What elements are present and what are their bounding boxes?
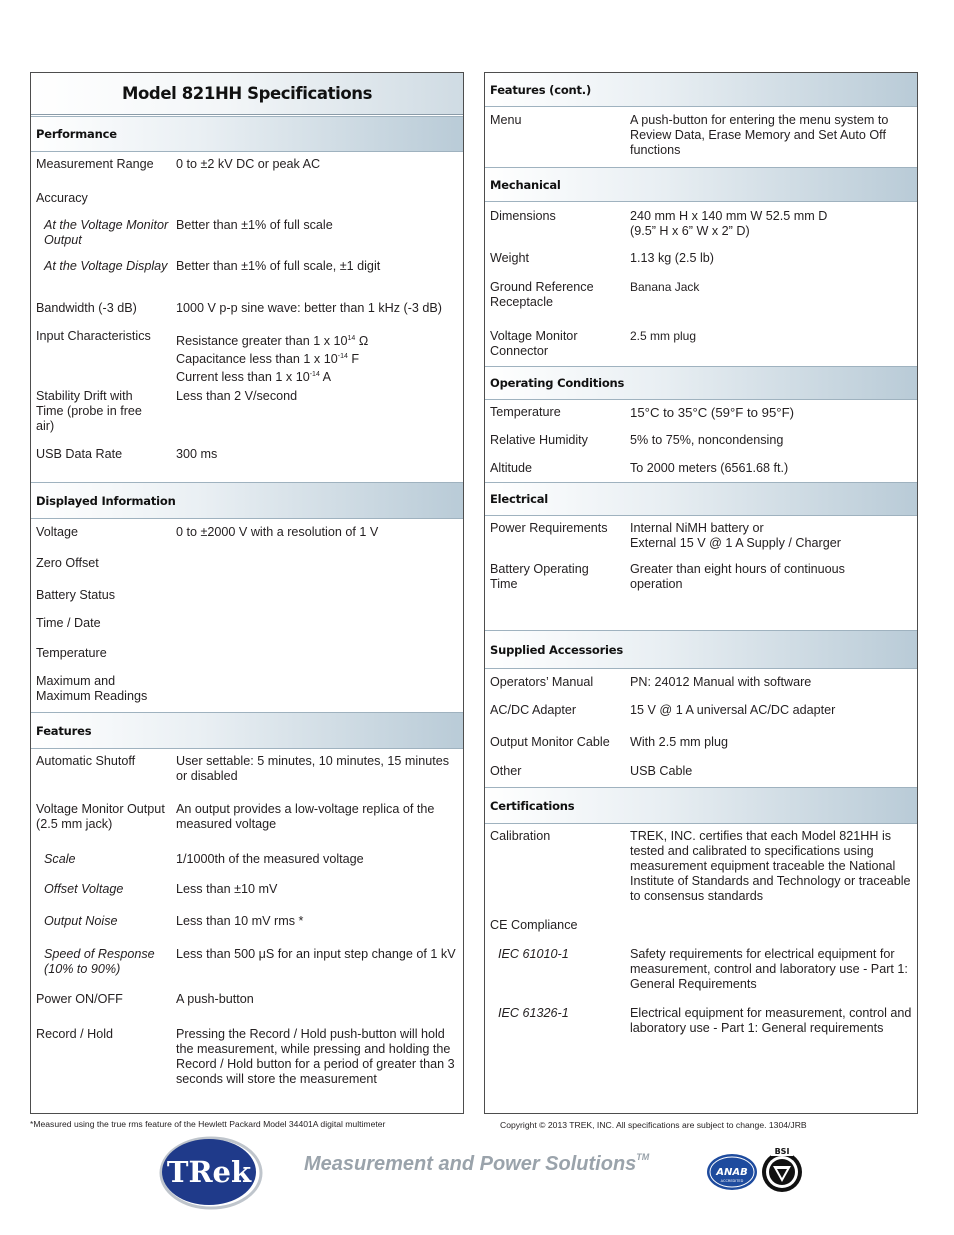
input-capacitance-text: Capacitance less than 1 x 10 bbox=[176, 352, 338, 366]
input-capacitance bbox=[176, 349, 459, 367]
spec-label: AC/DC Adapter bbox=[490, 703, 577, 717]
tagline-tm: TM bbox=[636, 1152, 650, 1162]
spec-label: Measurement Range bbox=[36, 157, 154, 171]
certifications-heading: Certifications bbox=[490, 798, 575, 813]
spec-label: Battery Operating Time bbox=[490, 562, 589, 591]
spec-value: 2.5 mm plug bbox=[630, 329, 697, 343]
performance-header bbox=[31, 116, 463, 152]
spec-label: Temperature bbox=[490, 405, 561, 419]
anab-logo-sub: ACCREDITED bbox=[720, 1179, 744, 1183]
spec-value: Better than ±1% of full scale, ±1 digit bbox=[176, 259, 381, 273]
dimensions-imperial: (9.5” H x 6” W x 2” D) bbox=[630, 224, 750, 238]
spec-label: Time / Date bbox=[36, 616, 101, 630]
electrical-heading: Electrical bbox=[490, 492, 549, 506]
spec-value: 15 V @ 1 A universal AC/DC adapter bbox=[630, 703, 836, 717]
features-cont-heading: Features (cont.) bbox=[490, 82, 592, 97]
spec-label: Weight bbox=[490, 251, 529, 265]
spec-value: 15°C to 35°C (59°F to 95°F) bbox=[630, 405, 795, 420]
spec-value: User settable: 5 minutes, 10 minutes, 15 minutes or disabled bbox=[176, 754, 449, 783]
spec-value: An output provides a low-voltage replica of the measured voltage bbox=[176, 802, 435, 831]
spec-label: Record / Hold bbox=[36, 1027, 113, 1041]
spec-label: Voltage Monitor Connector bbox=[490, 329, 578, 358]
spec-value: 5% to 75%, noncondensing bbox=[630, 433, 784, 447]
power-external: External 15 V @ 1 A Supply / Charger bbox=[630, 536, 841, 550]
trek-logo-text: TRek bbox=[166, 1155, 252, 1189]
spec-value: Less than ±10 mV bbox=[176, 882, 278, 896]
spec-value: 1/1000th of the measured voltage bbox=[176, 852, 364, 866]
spec-label: Automatic Shutoff bbox=[36, 754, 136, 768]
input-resistance-unit: Ω bbox=[355, 334, 369, 348]
certifications-header bbox=[485, 787, 917, 824]
input-current bbox=[176, 367, 459, 385]
spec-value: Better than ±1% of full scale bbox=[176, 218, 333, 232]
input-current-exp: -14 bbox=[309, 371, 320, 378]
spec-label: Battery Status bbox=[36, 588, 116, 602]
spec-value: TREK, INC. certifies that each Model 821HH is tested and calibrated to specifications using measurement equipment traceable the National Institute of Standards and Technology or traceable to consensus standards bbox=[630, 829, 911, 903]
operating-heading: Operating Conditions bbox=[490, 376, 625, 390]
dimensions-metric: 240 mm H x 140 mm W 52.5 mm D bbox=[630, 209, 828, 223]
electrical-header bbox=[485, 482, 917, 516]
power-internal: Internal NiMH battery or bbox=[630, 521, 764, 535]
spec-value: Safety requirements for electrical equipment for measurement, control and laboratory use - Part 1: General Requirements bbox=[630, 947, 908, 991]
spec-label: Menu bbox=[490, 113, 522, 127]
spec-label: IEC 61326-1 bbox=[498, 1006, 569, 1020]
tagline-text: Measurement and Power Solutions bbox=[304, 1153, 637, 1175]
title-box bbox=[31, 73, 463, 115]
footnote: *Measured using the true rms feature of the Hewlett Packard Model 34401A digital multimeter bbox=[30, 1119, 386, 1129]
spec-value: 300 ms bbox=[176, 447, 218, 461]
performance-heading: Performance bbox=[36, 127, 117, 141]
trek-logo bbox=[157, 1135, 269, 1211]
spec-label: Operators’ Manual bbox=[490, 675, 594, 689]
spec-value: Electrical equipment for measurement, control and laboratory use - Part 1: General requirements bbox=[630, 1006, 912, 1035]
input-resistance-text: Resistance greater than 1 x 10 bbox=[176, 334, 348, 348]
spec-value: A push-button for entering the menu system to Review Data, Erase Memory and Set Auto Off functions bbox=[630, 113, 889, 157]
spec-label: Voltage Monitor Output (2.5 mm jack) bbox=[36, 802, 165, 831]
features-header bbox=[31, 712, 463, 749]
spec-label: Offset Voltage bbox=[44, 882, 124, 896]
spec-label: Altitude bbox=[490, 461, 533, 475]
tagline bbox=[304, 1152, 649, 1176]
spec-label: CE Compliance bbox=[490, 918, 578, 932]
spec-label: Calibration bbox=[490, 829, 551, 843]
mechanical-header bbox=[485, 167, 917, 202]
accessories-heading: Supplied Accessories bbox=[490, 642, 624, 657]
spec-label: Output Noise bbox=[44, 914, 118, 928]
bsi-logo-text: BSI bbox=[774, 1147, 790, 1156]
spec-value: 1000 V p-p sine wave: better than 1 kHz (-3 dB) bbox=[176, 301, 443, 315]
features-heading: Features bbox=[36, 723, 92, 738]
page-title: Model 821HH Specifications bbox=[121, 84, 373, 103]
spec-label: Maximum and Maximum Readings bbox=[36, 674, 148, 703]
spec-value: To 2000 meters (6561.68 ft.) bbox=[630, 461, 789, 475]
operating-header bbox=[485, 366, 917, 400]
bsi-logo bbox=[757, 1144, 807, 1194]
spec-label: Ground Reference Receptacle bbox=[490, 280, 594, 309]
spec-value: A push-button bbox=[176, 992, 254, 1006]
spec-value: Less than 500 μS for an input step change of 1 kV bbox=[176, 947, 456, 961]
input-resistance bbox=[176, 331, 459, 349]
anab-logo bbox=[706, 1152, 758, 1192]
spec-value: With 2.5 mm plug bbox=[630, 735, 728, 749]
spec-label: Output Monitor Cable bbox=[490, 735, 610, 749]
copyright: Copyright © 2013 TREK, INC. All specifications are subject to change. 1304/JRB bbox=[500, 1120, 807, 1130]
spec-value: Greater than eight hours of continuous operation bbox=[630, 562, 845, 591]
spec-value: Less than 10 mV rms * bbox=[176, 914, 304, 928]
spec-value: PN: 24012 Manual with software bbox=[630, 675, 812, 689]
spec-value: USB Cable bbox=[630, 764, 693, 778]
mechanical-heading: Mechanical bbox=[490, 177, 561, 192]
displayed-heading: Displayed Information bbox=[36, 493, 176, 508]
spec-label: Voltage bbox=[36, 525, 79, 539]
spec-label: Input Characteristics bbox=[36, 329, 151, 343]
spec-label: Bandwidth (-3 dB) bbox=[36, 301, 137, 315]
spec-label: Zero Offset bbox=[36, 556, 99, 570]
spec-label: Stability Drift with Time (probe in free air) bbox=[36, 389, 142, 433]
accessories-header bbox=[485, 630, 917, 669]
spec-label: Power ON/OFF bbox=[36, 992, 123, 1006]
spec-label: Relative Humidity bbox=[490, 433, 588, 447]
spec-label: Other bbox=[490, 764, 522, 778]
displayed-header bbox=[31, 482, 463, 519]
input-capacitance-exp: -14 bbox=[337, 353, 348, 360]
input-current-text: Current less than 1 x 10 bbox=[176, 370, 310, 384]
spec-label: Power Requirements bbox=[490, 521, 608, 535]
spec-value: Pressing the Record / Hold push-button will hold the measurement, while pressing and holding the Record / Hold button for a period of greater than 3 seconds will store the measurement bbox=[176, 1027, 455, 1086]
input-capacitance-unit: F bbox=[347, 352, 360, 366]
anab-logo-text: ANAB bbox=[716, 1167, 748, 1178]
spec-value: 0 to ±2000 V with a resolution of 1 V bbox=[176, 525, 379, 539]
spec-label: At the Voltage Display bbox=[44, 259, 168, 273]
spec-label: USB Data Rate bbox=[36, 447, 123, 461]
spec-label: Speed of Response (10% to 90%) bbox=[44, 947, 155, 976]
features-cont-header bbox=[485, 73, 917, 107]
spec-label: Scale bbox=[44, 852, 76, 866]
spec-label: At the Voltage Monitor Output bbox=[44, 218, 169, 247]
spec-value: 0 to ±2 kV DC or peak AC bbox=[176, 157, 321, 171]
left-spec-panel bbox=[30, 72, 464, 1114]
spec-label: Dimensions bbox=[490, 209, 556, 223]
spec-value bbox=[630, 521, 912, 551]
spec-label: Accuracy bbox=[36, 191, 88, 205]
spec-value bbox=[630, 209, 912, 239]
spec-value bbox=[176, 331, 459, 385]
spec-value: 1.13 kg (2.5 lb) bbox=[630, 251, 715, 265]
spec-label: Temperature bbox=[36, 646, 107, 660]
input-resistance-exp: 14 bbox=[347, 335, 356, 342]
right-spec-panel bbox=[484, 72, 918, 1114]
spec-label: IEC 61010-1 bbox=[498, 947, 569, 961]
input-current-unit: A bbox=[319, 370, 332, 384]
spec-value: Less than 2 V/second bbox=[176, 389, 298, 403]
spec-value: Banana Jack bbox=[630, 280, 700, 294]
